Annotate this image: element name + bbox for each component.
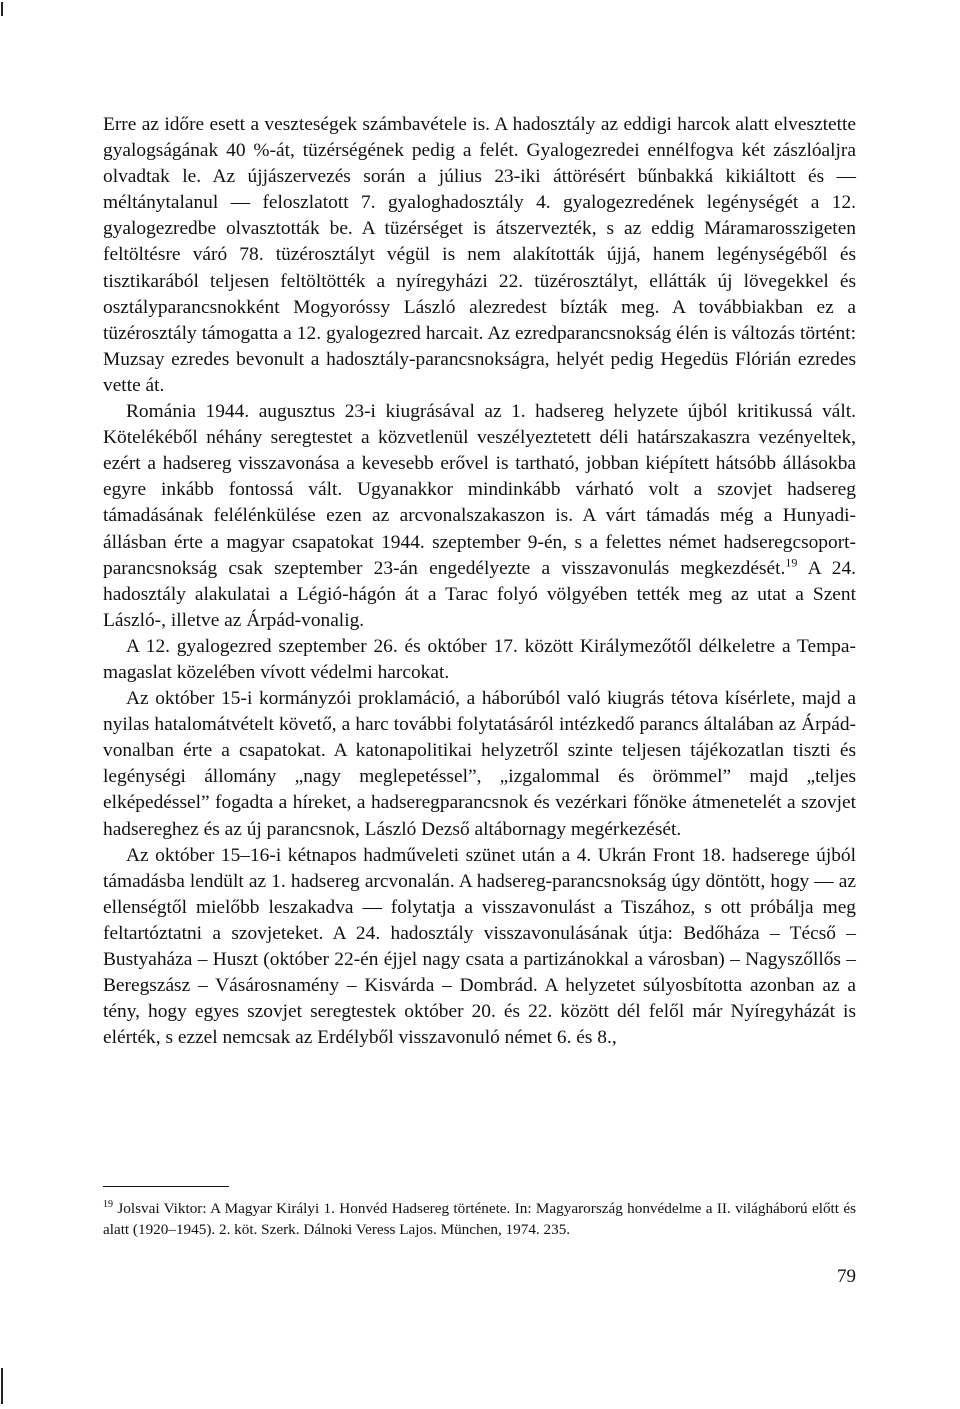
paragraph-4 xyxy=(103,686,856,843)
paragraph-2-text-a: Románia 1944. augusztus 23-i kiugrásával az 1. hadsereg helyzete újból kritikussá vált. Kötelékéből néhány seregtestet a közvetlenül veszélyeztetett déli határszakaszra vezényeltek, ezért a hadsereg visszavonása a kevesebb erővel is tartható, jobban kiépített hátsóbb állásokba egyre inkább fontossá vált. Ugyanakkor mindinkább várható volt a szovjet hadsereg támadásának felélénkülése ezen az arcvonalszakaszon is. A várt támadás még a Hunyadi-állásban érte a magyar csapatokat 1944. szeptember 9-én, s a felettes német hadseregcsoport-parancsnokság csak szeptember 23-án engedélyezte a visszavonulás megkezdését. xyxy=(103,401,856,579)
paragraph-3-text: A 12. gyalogezred szeptember 26. és október 17. között Királymezőtől délkeletre a Tempa-magaslat közelében vívott védelmi harcokat. xyxy=(103,635,856,683)
paragraph-5-text: Az október 15–16-i kétnapos hadműveleti szünet után a 4. Ukrán Front 18. hadserege újból támadásba lendült az 1. hadsereg arcvonalán. A hadsereg-parancsnokság úgy döntött, hogy — az ellenségtől mielőbb leszakadva — folytatja a visszavonulást a Tiszához, s ott próbálja meg feltartóztatni a szovjeteket. A 24. hadosztály visszavonulásának útja: Bedőháza – Técső – Bustyaháza – Huszt (október 22-én éjjel nagy csata a partizánokkal a városban) – Nagyszőllős – Beregszász – Vásárosnamény – Kisvárda – Dombrád. A helyzetet súlyosbította azonban az a tény, hogy egyes szovjet seregtestek október 20. és 22. között dél felől már Nyíregyházát is elérték, s ezzel nemcsak az Erdélyből visszavonuló német 6. és 8., xyxy=(103,844,856,1049)
paragraph-3 xyxy=(103,634,856,686)
footnote-reference[interactable]: 19 xyxy=(785,555,798,570)
page-number: 79 xyxy=(837,1266,856,1287)
paragraph-2-text-b: A 24. hadosztály alakulatai a Légió-hágón át a Tarac folyó völgyében tették meg az utat a Szent László-, illetve az Árpád-vonalig. xyxy=(103,557,857,631)
footnote-text: Jolsvai Viktor: A Magyar Királyi 1. Honvéd Hadsereg története. In: Magyarország honvédelme a II. világháború előtt és alatt (1920–1945). 2. köt. Szerk. Dálnoki Veress Lajos. München, 1974. 235. xyxy=(103,1200,856,1238)
paragraph-4-text: Az október 15-i kormányzói proklamáció, a háborúból való kiugrás tétova kísérlete, majd a nyilas hatalomátvételt követő, a harc további folytatásáról intézkedő parancs általában az Árpád-vonalban érte a csapatokat. A katonapolitikai helyzetről szinte teljesen tájékozatlan tiszti és legénységi állomány „nagy meglepetéssel”, „izgalommal és örömmel” majd „teljes elképedéssel” fogadta a híreket, a hadseregparancsnok és vezérkari főnöke átmenetelét a szovjet hadsereghez és az új parancsnok, László Dezső altábornagy megérkezését. xyxy=(103,688,856,840)
footnote-number: 19 xyxy=(103,1198,113,1210)
footnote xyxy=(103,1198,856,1240)
paragraph-1 xyxy=(103,112,856,399)
scan-edge-mark-bottom xyxy=(1,1368,3,1404)
paragraph-2 xyxy=(103,399,856,634)
paragraph-5 xyxy=(103,843,856,1052)
scan-edge-mark-top xyxy=(1,2,3,16)
paragraph-1-text: Erre az időre esett a veszteségek számbavétele is. A hadosztály az eddigi harcok alatt elvesztette gyalogságának 40 %-át, tüzérségének pedig a felét. Gyalogezredei ennélfogva két zászlóaljra olvadtak le. Az újjászervezés során a július 23-iki áttörésért bűnbakká kikiáltott és — méltánytalanul — feloszlatott 7. gyaloghadosztály 4. gyalogezredének legénységét a 12. gyalogezredbe olvasztották be. A tüzérséget is átszervezték, s az eddig Máramarosszigeten feltöltésre váró 78. tüzérosztályt végül is nem alakították újjá, hanem legénységéből és tisztikarából teljesen feltöltötték a nyíregyházi 22. tüzérosztályt, ellátták új lövegekkel és osztályparancsnokként Mogyoróssy László alezredest bízták meg. A továbbiakban ez a tüzérosztály támogatta a 12. gyalogezred harcait. Az ezredparancsnokság élén is változás történt: Muzsay ezredes bevonult a hadosztály-parancsnokságra, helyét pedig Hegedüs Flórián ezredes vette át. xyxy=(103,114,856,396)
footnote-divider xyxy=(103,1186,229,1187)
page-body xyxy=(103,112,856,1051)
